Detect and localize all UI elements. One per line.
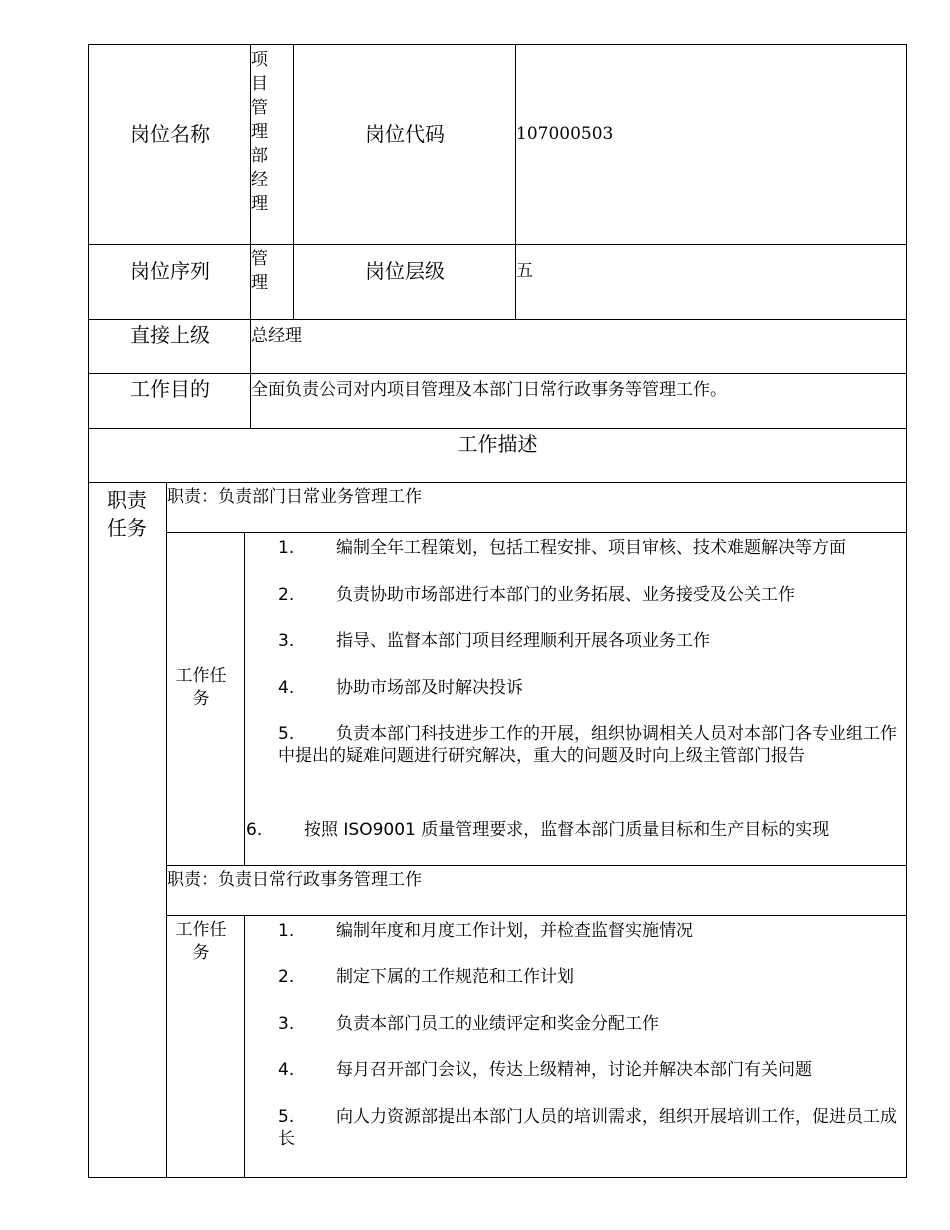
duty-1-task-2: 2. 负责协助市场部进行本部门的业务拓展、业务接受及公关工作 [278,585,795,605]
job-description-table [88,44,907,1178]
duty-2-tasks-label: 工作任务 [175,920,227,963]
position-series-value: 管理 [251,249,268,293]
duty-2-task-1: 1. 编制年度和月度工作计划，并检查监督实施情况 [278,921,693,941]
duty-2-task-5: 5. 向人力资源部提出本部门人员的培训需求，组织开展培训工作，促进员工成长 [278,1107,897,1149]
row-divider [166,915,907,916]
position-code-value: 107000503 [516,124,614,144]
col-divider [293,44,294,319]
row-divider [88,373,907,374]
row-divider [88,319,907,320]
position-code-label: 岗位代码 [365,122,445,146]
duty-1-tasks-label: 工作任务 [175,666,227,709]
row-divider [88,244,907,245]
position-level-value: 五 [516,261,533,281]
col-divider [244,532,245,865]
duty-1-task-3: 3. 指导、监督本部门项目经理顺利开展各项业务工作 [278,631,710,651]
work-description-title: 工作描述 [457,432,538,456]
position-level-label: 岗位层级 [365,259,445,283]
row-divider [88,428,907,429]
duty-2-title: 职责：负责日常行政事务管理工作 [167,870,422,890]
duty-2-task-4: 4. 每月召开部门会议，传达上级精神，讨论并解决本部门有关问题 [278,1060,812,1080]
supervisor-value: 总经理 [251,326,302,346]
purpose-value: 全面负责公司对内项目管理及本部门日常行政事务等管理工作。 [251,380,727,400]
duties-label: 职责任务 [107,488,147,540]
duty-1-title: 职责：负责部门日常业务管理工作 [167,487,422,507]
row-divider [88,482,907,483]
position-name-label: 岗位名称 [130,122,210,146]
position-series-label: 岗位序列 [130,259,210,283]
duty-1-task-1: 1. 编制全年工程策划，包括工程安排、项目审核、技术难题解决等方面 [278,538,846,558]
position-name-value: 项目管理部经理 [251,50,268,214]
row-divider [166,532,907,533]
supervisor-label: 直接上级 [130,323,210,347]
duty-1-task-5: 5. 负责本部门科技进步工作的开展，组织协调相关人员对本部门各专业组工作中提出的疑难问题进行研究解决，重大的问题及时向上级主管部门报告 [278,724,897,766]
duty-2-task-2: 2. 制定下属的工作规范和工作计划 [278,967,574,987]
col-divider [166,482,167,1178]
duty-1-task-4: 4. 协助市场部及时解决投诉 [278,678,523,698]
duty-1-task-6: 6. 按照 ISO9001 质量管理要求，监督本部门质量目标和生产目标的实现 [246,820,830,840]
col-divider [244,915,245,1178]
row-divider [166,865,907,866]
purpose-label: 工作目的 [130,377,210,401]
duty-2-task-3: 3. 负责本部门员工的业绩评定和奖金分配工作 [278,1014,659,1034]
